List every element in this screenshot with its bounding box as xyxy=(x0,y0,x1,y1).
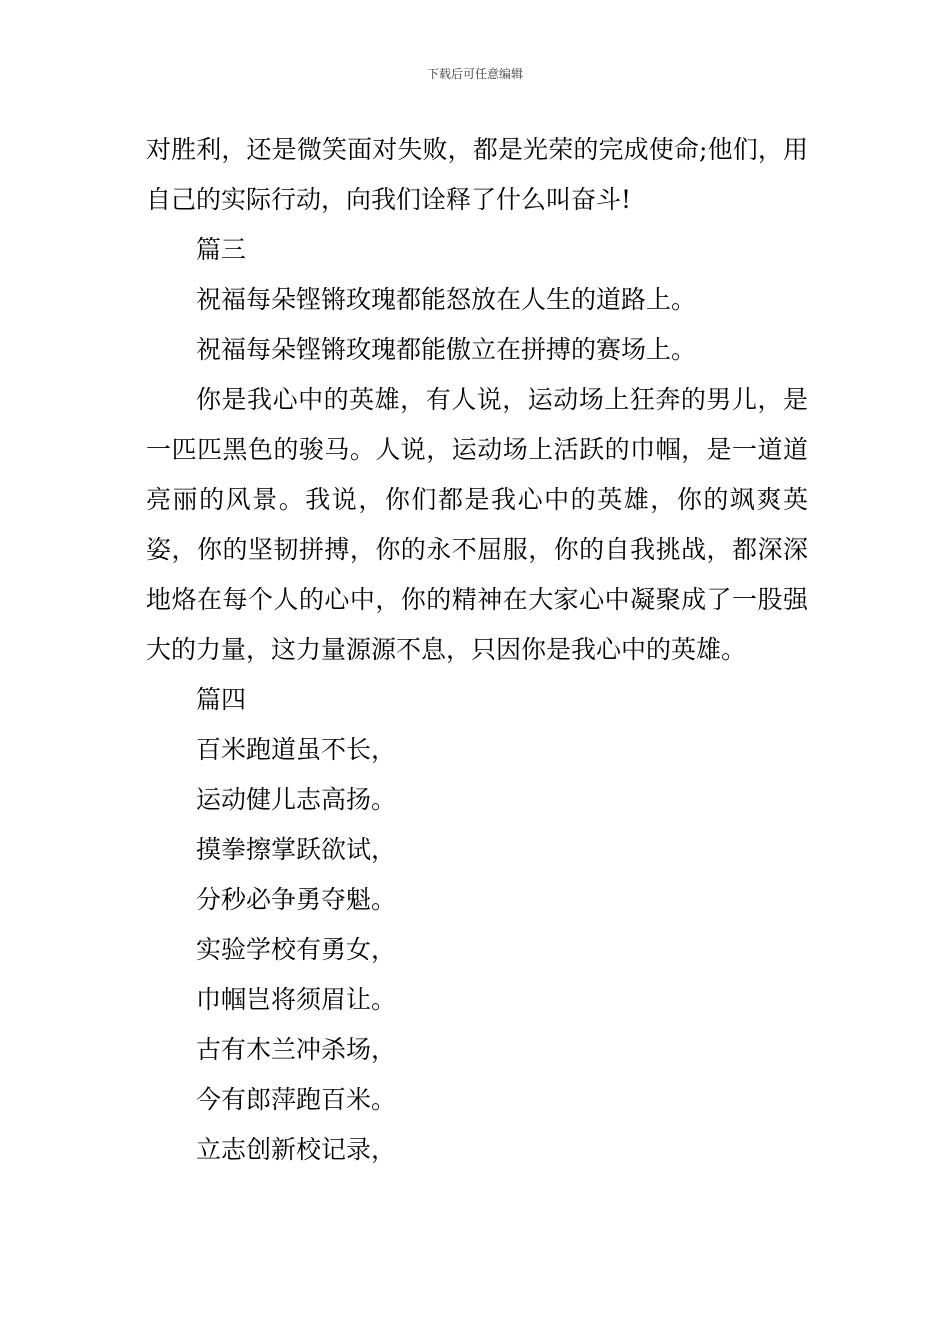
poem-line: 古有木兰冲杀场， xyxy=(196,1035,397,1064)
paragraph: 祝福每朵铿锵玫瑰都能怒放在人生的道路上。 xyxy=(196,285,697,314)
page-header-note: 下载后可任意编辑 xyxy=(426,67,523,81)
paragraph: 你是我心中的英雄，有人说，运动场上狂奔的男儿，是一匹匹黑色的骏马。人说，运动场上活跃的巾帼，是一道道亮丽的风景。我说，你们都是我心中的英雄，你的飒爽英姿，你的坚韧拼搏，你的永不屈服，你的自我挑战，都深深地烙在每个人的心中，你的精神在大家心中凝聚成了一股强大的力量，这力量源源不息，只因你是我心中的英雄。 xyxy=(146,385,808,664)
section-heading-3: 篇三 xyxy=(196,235,247,264)
poem-line: 摸拳擦掌跃欲试， xyxy=(196,835,397,864)
poem-line: 百米跑道虽不长， xyxy=(196,735,397,764)
poem-line: 立志创新校记录， xyxy=(196,1135,397,1164)
poem-line: 巾帼岂将须眉让。 xyxy=(196,985,397,1014)
poem-line: 运动健儿志高扬。 xyxy=(196,785,397,814)
section-heading-4: 篇四 xyxy=(196,685,247,714)
paragraph-continuation: 对胜利，还是微笑面对失败，都是光荣的完成使命;他们，用自己的实际行动，向我们诠释了什么叫奋斗! xyxy=(146,135,808,214)
paragraph: 祝福每朵铿锵玫瑰都能傲立在拼搏的赛场上。 xyxy=(196,335,697,364)
poem-line: 分秒必争勇夺魁。 xyxy=(196,885,397,914)
poem-line: 今有郎萍跑百米。 xyxy=(196,1085,397,1114)
poem-line: 实验学校有勇女， xyxy=(196,935,397,964)
document-body xyxy=(146,125,808,1175)
